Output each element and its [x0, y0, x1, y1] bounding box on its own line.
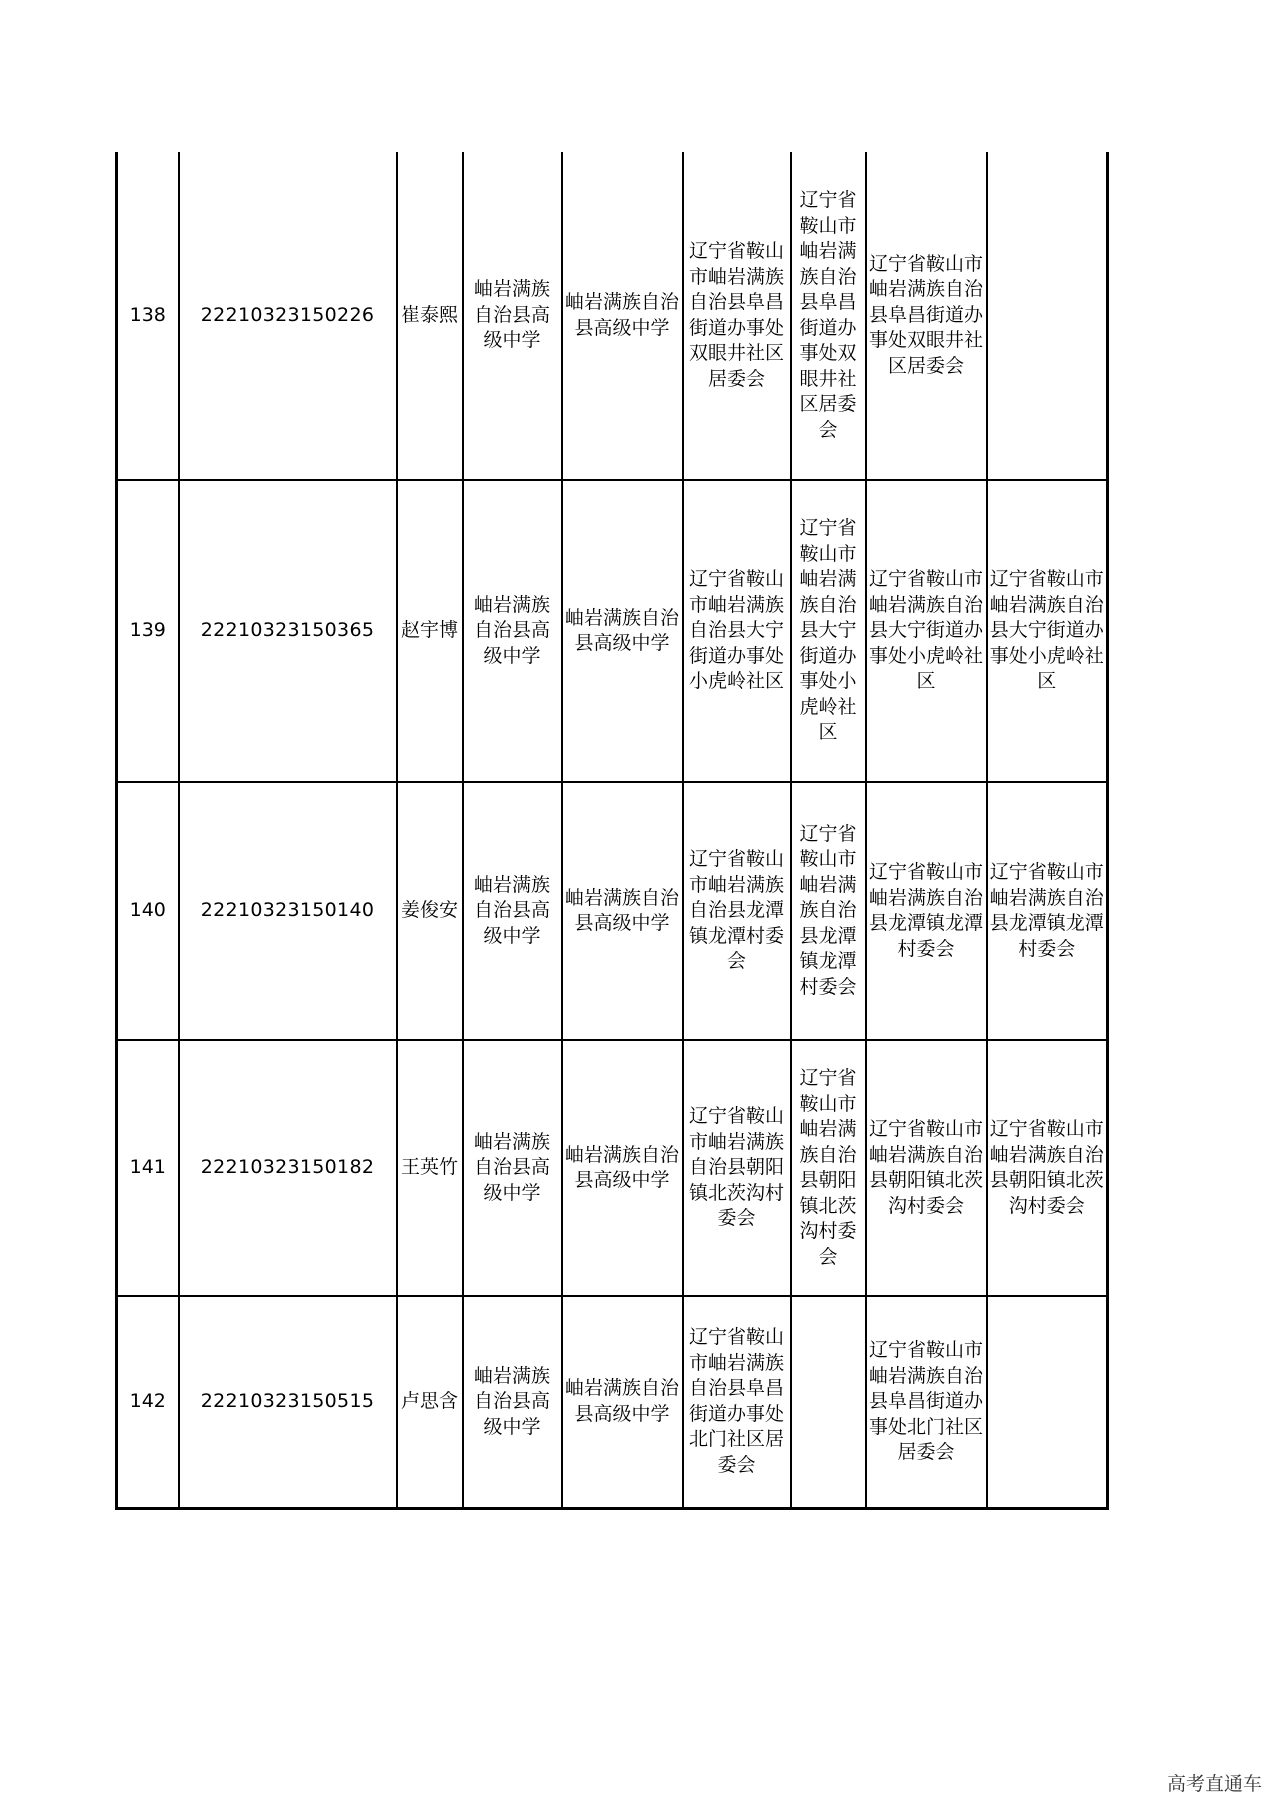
address-4: 辽宁省鞍山市岫岩满族自治县大宁街道办事处小虎岭社区: [987, 480, 1108, 782]
row-number: 140: [117, 782, 179, 1040]
student-name: 王英竹: [397, 1040, 463, 1296]
address-1: 辽宁省鞍山市岫岩满族自治县大宁街道办事处小虎岭社区: [683, 480, 791, 782]
student-name: 崔泰熙: [397, 152, 463, 480]
school-name-2: 岫岩满族自治县高级中学: [562, 782, 683, 1040]
address-2: [791, 1296, 866, 1508]
table-row: [117, 152, 1108, 480]
address-3: 辽宁省鞍山市岫岩满族自治县阜昌街道办事处双眼井社区居委会: [866, 152, 987, 480]
roster-table: [115, 152, 1109, 1510]
school-name: 岫岩满族自治县高级中学: [463, 480, 562, 782]
table-row: [117, 1040, 1108, 1296]
table-row: [117, 782, 1108, 1040]
exam-id: 22210323150226: [179, 152, 397, 480]
exam-id: 22210323150515: [179, 1296, 397, 1508]
school-name-2: 岫岩满族自治县高级中学: [562, 1040, 683, 1296]
exam-id: 22210323150365: [179, 480, 397, 782]
exam-id: 22210323150140: [179, 782, 397, 1040]
table-row: [117, 1296, 1108, 1508]
school-name-2: 岫岩满族自治县高级中学: [562, 1296, 683, 1508]
address-1: 辽宁省鞍山市岫岩满族自治县阜昌街道办事处双眼井社区居委会: [683, 152, 791, 480]
address-1: 辽宁省鞍山市岫岩满族自治县阜昌街道办事处北门社区居委会: [683, 1296, 791, 1508]
address-4: 辽宁省鞍山市岫岩满族自治县朝阳镇北茨沟村委会: [987, 1040, 1108, 1296]
school-name: 岫岩满族自治县高级中学: [463, 1040, 562, 1296]
address-3: 辽宁省鞍山市岫岩满族自治县龙潭镇龙潭村委会: [866, 782, 987, 1040]
school-name-2: 岫岩满族自治县高级中学: [562, 480, 683, 782]
address-2: 辽宁省鞍山市岫岩满族自治县阜昌街道办事处双眼井社区居委会: [791, 152, 866, 480]
address-3: 辽宁省鞍山市岫岩满族自治县朝阳镇北茨沟村委会: [866, 1040, 987, 1296]
address-2: 辽宁省鞍山市岫岩满族自治县朝阳镇北茨沟村委会: [791, 1040, 866, 1296]
row-number: 138: [117, 152, 179, 480]
address-2: 辽宁省鞍山市岫岩满族自治县龙潭镇龙潭村委会: [791, 782, 866, 1040]
watermark-text: 高考直通车: [1166, 1773, 1262, 1795]
row-number: 142: [117, 1296, 179, 1508]
student-name: 卢思含: [397, 1296, 463, 1508]
school-name: 岫岩满族自治县高级中学: [463, 782, 562, 1040]
address-4: [987, 1296, 1108, 1508]
address-1: 辽宁省鞍山市岫岩满族自治县龙潭镇龙潭村委会: [683, 782, 791, 1040]
address-4: [987, 152, 1108, 480]
school-name: 岫岩满族自治县高级中学: [463, 1296, 562, 1508]
row-number: 141: [117, 1040, 179, 1296]
school-name: 岫岩满族自治县高级中学: [463, 152, 562, 480]
exam-id: 22210323150182: [179, 1040, 397, 1296]
school-name-2: 岫岩满族自治县高级中学: [562, 152, 683, 480]
row-number: 139: [117, 480, 179, 782]
address-4: 辽宁省鞍山市岫岩满族自治县龙潭镇龙潭村委会: [987, 782, 1108, 1040]
address-1: 辽宁省鞍山市岫岩满族自治县朝阳镇北茨沟村委会: [683, 1040, 791, 1296]
address-3: 辽宁省鞍山市岫岩满族自治县大宁街道办事处小虎岭社区: [866, 480, 987, 782]
student-name: 赵宇博: [397, 480, 463, 782]
student-name: 姜俊安: [397, 782, 463, 1040]
address-3: 辽宁省鞍山市岫岩满族自治县阜昌街道办事处北门社区居委会: [866, 1296, 987, 1508]
table-row: [117, 480, 1108, 782]
address-2: 辽宁省鞍山市岫岩满族自治县大宁街道办事处小虎岭社区: [791, 480, 866, 782]
